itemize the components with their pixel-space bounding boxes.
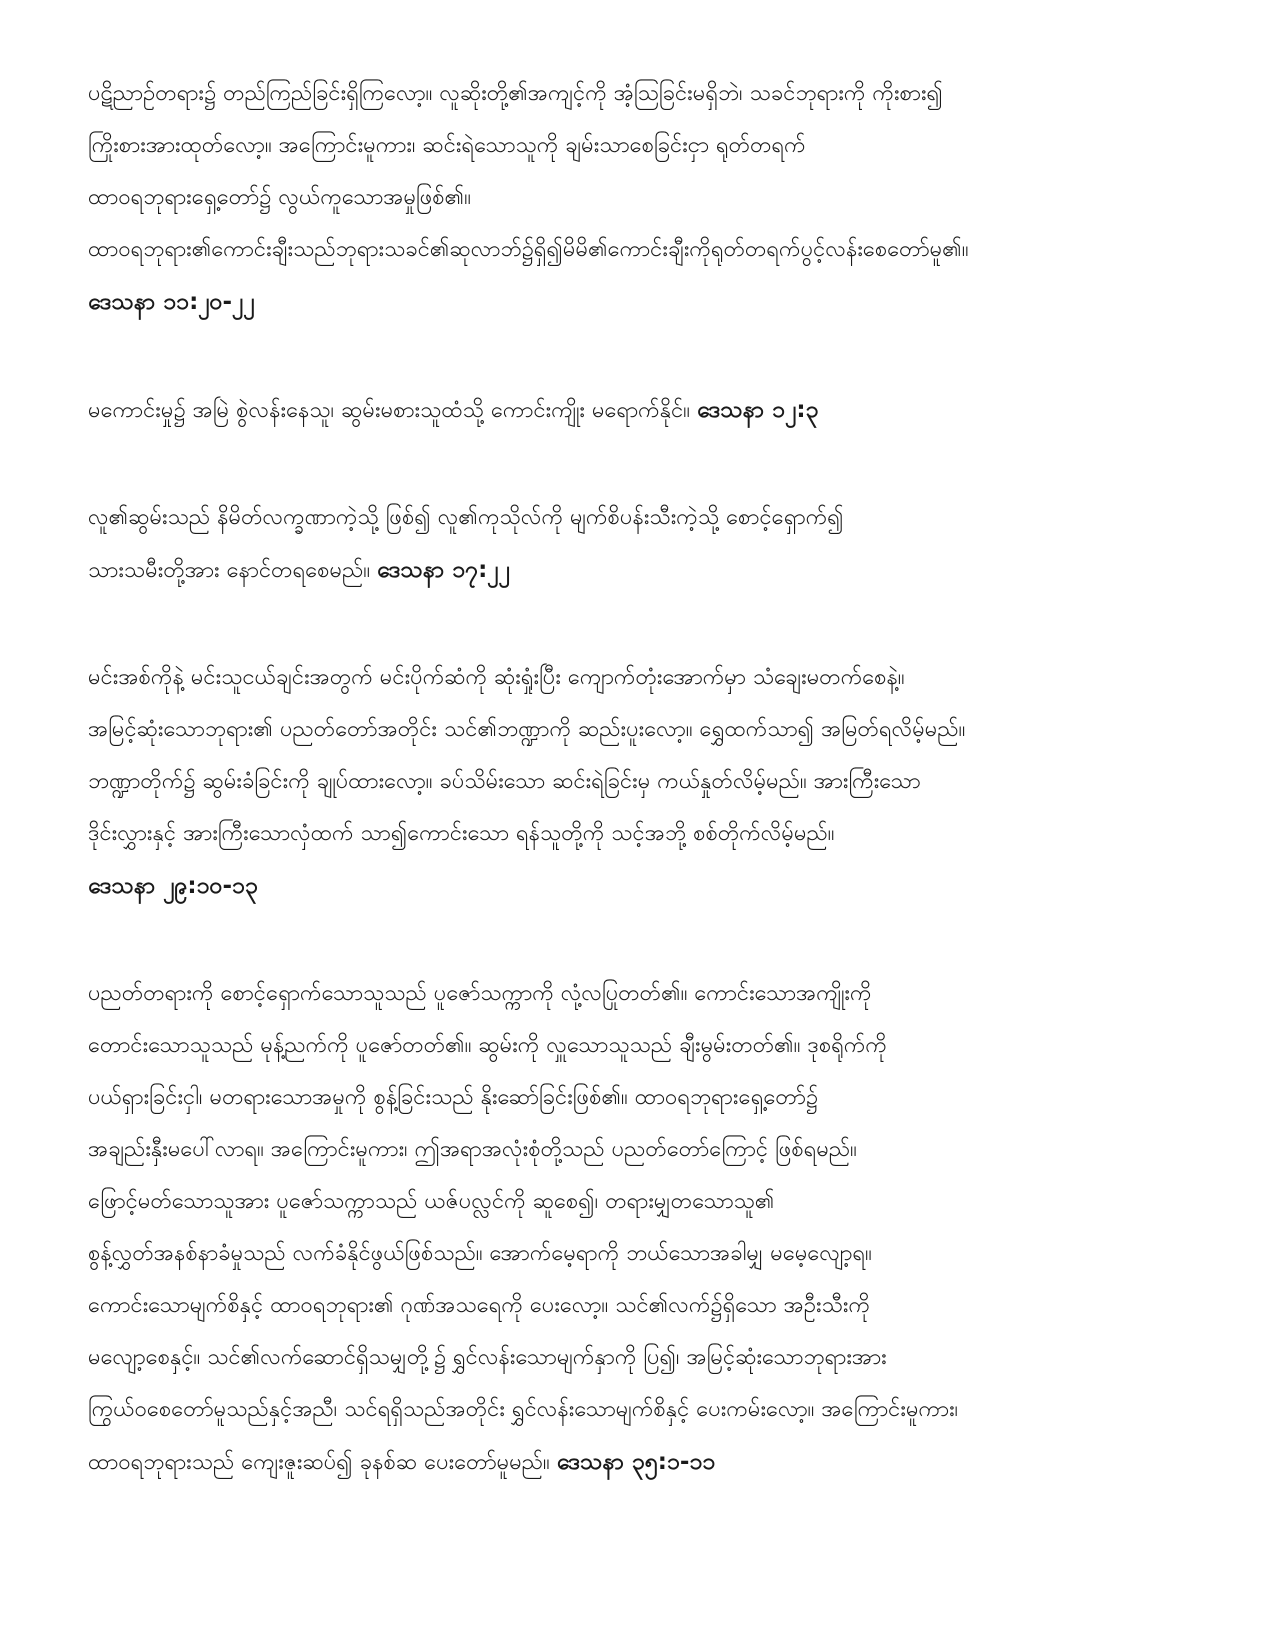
text-line: ဒိုင်းလွှားနှင့် အားကြီးသောလှံထက် သာ၍ကောင်းသော ရန်သူတို့ကို သင့်အဘို့ စစ်တိုက်လိမ့်မည်။ xyxy=(88,821,835,846)
text-line: ပဋိညာဉ်တရား၌ တည်ကြည်ခြင်းရှိကြလော့။ လူဆိုးတို့၏အကျင့်ကို အံ့ဩခြင်းမရှိဘဲ၊ သခင်ဘုရားကို ကိုးစား၍ xyxy=(88,81,944,106)
paragraph-3 xyxy=(88,492,1208,596)
verse-reference: ဒေသနာ ၃၅:၁-၁၁ xyxy=(556,1449,716,1475)
paragraph-gap xyxy=(88,328,1208,384)
text-line: တောင်းသောသူသည် မုန့်ညက်ကို ပူဇော်တတ်၏။ ဆွမ်းကို လှူသောသူသည် ချီးမွမ်းတတ်၏။ ဒုစရိုက်ကို xyxy=(88,1033,887,1058)
text-line: ထာဝရဘုရားရှေ့တော်၌ လွယ်ကူသောအမှုဖြစ်၏။ xyxy=(88,185,471,210)
text-line-with-reference xyxy=(88,384,1208,436)
text-line-with-reference xyxy=(88,1436,1208,1488)
document-page xyxy=(88,68,1208,1488)
paragraph-4 xyxy=(88,652,1208,912)
text-line: ဘဏ္ဍာတိုက်၌ ဆွမ်းခံခြင်းကို ချုပ်ထားလော့။ ခပ်သိမ်းသော ဆင်းရဲခြင်းမှ ကယ်နှုတ်လိမ့်မည်။ အားကြီးသော xyxy=(88,769,921,794)
text-line: ဖြောင့်မတ်သောသူအား ပူဇော်သက္ကာသည် ယဇ်ပလ္လင်ကို ဆူစေ၍၊ တရားမျှတသောသူ၏ xyxy=(88,1189,775,1214)
text-span: မကောင်းမှု၌ အမြဲ စွဲလန်းနေသူ၊ ဆွမ်းမစားသူထံသို့ ကောင်းကျိုး မရောက်နိုင်။ xyxy=(88,398,690,423)
text-line: ကောင်းသောမျက်စိနှင့် ထာဝရဘုရား၏ ဂုဏ်အသရေကို ပေးလော့။ သင်၏လက်၌ရှိသော အဦးသီးကို xyxy=(88,1293,871,1318)
text-line: မလျော့စေနှင့်။ သင်၏လက်ဆောင်ရှိသမျှတို့၌ ရွှင်လန်းသောမျက်နှာကို ပြ၍၊ အမြင့်ဆုံးသောဘုရားအား xyxy=(88,1345,887,1370)
text-line: လူ၏ဆွမ်းသည် နိမိတ်လက္ခဏာကဲ့သို့ ဖြစ်၍ လူ၏ကုသိုလ်ကို မျက်စိပန်းသီးကဲ့သို့ စောင့်ရှောက်၍ xyxy=(88,505,844,530)
text-line: စွန့်လွှတ်အနစ်နာခံမှုသည် လက်ခံနိုင်ဖွယ်ဖြစ်သည်။ အောက်မေ့ရာကို ဘယ်သောအခါမျှ မမေ့လျော့ရ။ xyxy=(88,1241,872,1266)
text-line: ကြွယ်ဝစေတော်မူသည်နှင့်အညီ၊ သင်ရရှိသည်အတိုင်း ရွှင်လန်းသောမျက်စိနှင့် ပေးကမ်းလော့။ အကြောင်းမူကား၊ xyxy=(88,1397,959,1422)
paragraph-2 xyxy=(88,384,1208,436)
verse-reference: ဒေသနာ ၂၉:၁၀-၁၃ xyxy=(88,873,258,899)
text-line: ထာဝရဘုရား၏ကောင်းချီးသည်ဘုရားသခင်၏ဆုလာဘ်၌ရှိ၍မိမိ၏ကောင်းချီးကိုရုတ်တရက်ပွင့်လန်းစေတော်မူ၏။ xyxy=(88,237,969,262)
paragraph-gap xyxy=(88,912,1208,968)
text-line: ပညတ်တရားကို စောင့်ရှောက်သောသူသည် ပူဇော်သက္ကာကို လုံ့လပြုတတ်၏။ ကောင်းသောအကျိုးကို xyxy=(88,981,872,1006)
text-span: သားသမီးတို့အား နောင်တရစေမည်။ xyxy=(88,558,371,583)
text-line: အမြင့်ဆုံးသောဘုရား၏ ပညတ်တော်အတိုင်း သင်၏ဘဏ္ဍာကို ဆည်းပူးလော့။ ရွှေထက်သာ၍ အမြတ်ရလိမ့်မည်။ xyxy=(88,717,966,742)
verse-reference: ဒေသနာ ၁၁:၂၀-၂၂ xyxy=(88,289,255,315)
paragraph-gap xyxy=(88,596,1208,652)
paragraph-5 xyxy=(88,968,1208,1488)
text-line: မင်းအစ်ကိုနဲ့ မင်းသူငယ်ချင်းအတွက် မင်းပိုက်ဆံကို ဆုံးရှုံးပြီး ကျောက်တုံးအောက်မှာ သံချေးမတက်စေနဲ့။ xyxy=(88,665,905,690)
verse-reference: ဒေသနာ ၁၂:၃ xyxy=(696,397,819,423)
text-span: ထာဝရဘုရားသည် ကျေးဇူးဆပ်၍ ခုနစ်ဆ ပေးတော်မူမည်။ xyxy=(88,1450,550,1475)
verse-reference: ဒေသနာ ၁၇:၂၂ xyxy=(377,557,510,583)
text-line: ပယ်ရှားခြင်းငှါ၊ မတရားသောအမှုကို စွန့်ခြင်းသည် နိုးဆော်ခြင်းဖြစ်၏။ ထာဝရဘုရားရှေ့တော်၌ xyxy=(88,1085,819,1110)
text-line-with-reference xyxy=(88,544,1208,596)
paragraph-gap xyxy=(88,436,1208,492)
text-line: အချည်းနှီးမပေါ်လာရ။ အကြောင်းမူကား၊ ဤအရာအလုံးစုံတို့သည် ပညတ်တော်ကြောင့် ဖြစ်ရမည်။ xyxy=(88,1137,857,1162)
paragraph-1 xyxy=(88,68,1208,328)
text-line: ကြိုးစားအားထုတ်လော့။ အကြောင်းမူကား၊ ဆင်းရဲသောသူကို ချမ်းသာစေခြင်းငှာ ရုတ်တရက် xyxy=(88,133,806,158)
